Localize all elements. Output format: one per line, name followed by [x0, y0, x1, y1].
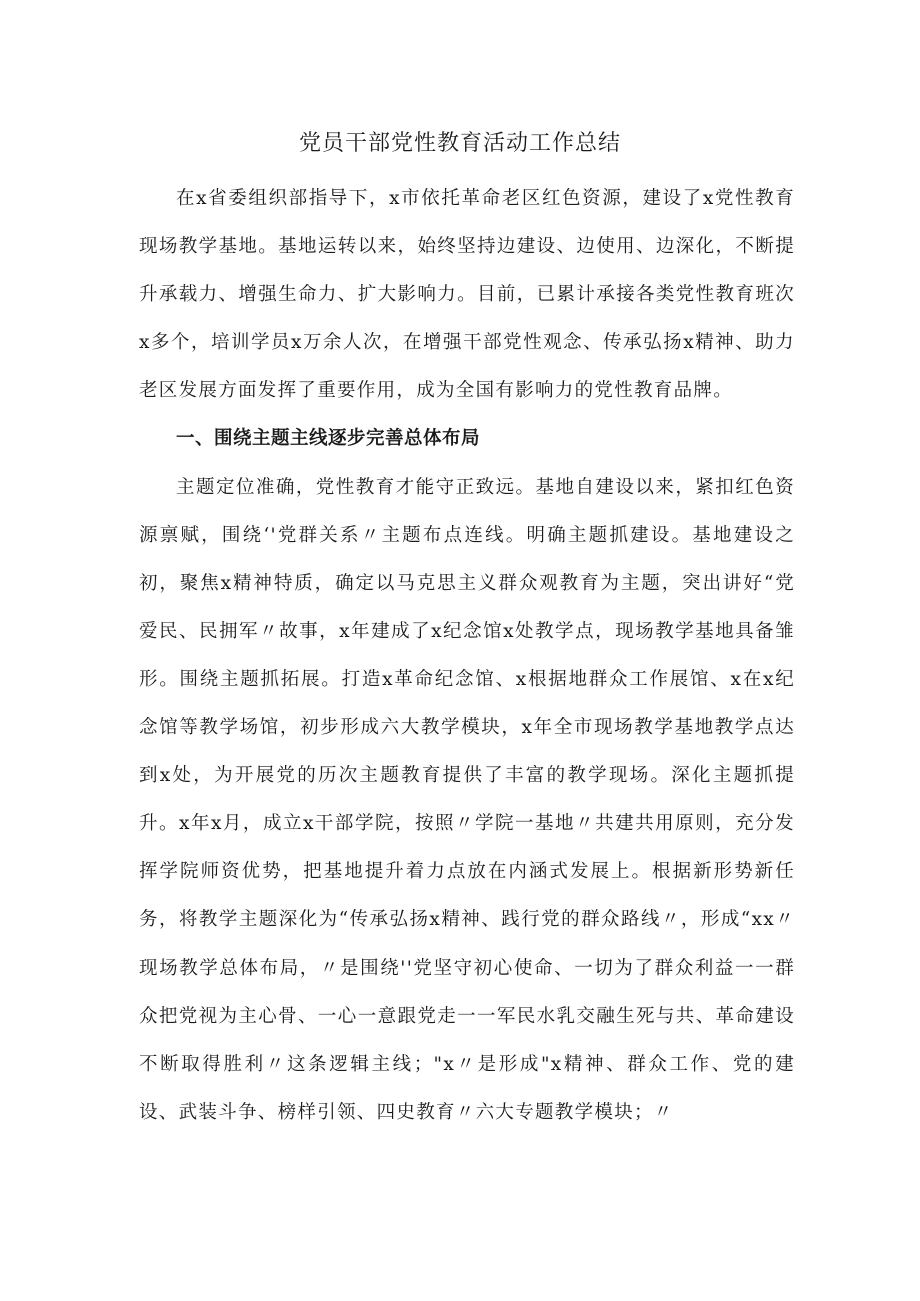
section-paragraph: 主题定位准确，党性教育才能守正致远。基地自建设以来，紧扣红色资源禀赋，围绕‘'党群关系〃主题布点连线。明确主题抓建设。基地建设之初，聚焦x精神特质，确定以马克思主义群众观教育为主题，突出讲好“党爱民、民拥军〃故事，x年建成了x纪念馆x处教学点，现场教学基地具备雏形。围绕主题抓拓展。打造x革命纪念馆、x根据地群众工作展馆、x在x纪念馆等教学场馆，初步形成六大教学模块，x年全市现场教学基地教学点达到x处，为开展党的历次主题教育提供了丰富的教学现场。深化主题抓提升。x年x月，成立x干部学院，按照〃学院一基地〃共建共用原则，充分发挥学院师资优势，把基地提升着力点放在内涵式发展上。根据新形势新任务，将教学主题深化为“传承弘扬x精神、践行党的群众路线〃，形成“xx〃现场教学总体布局，〃是围绕''党坚守初心使命、一切为了群众利益一一群众把党视为主心骨、一心一意跟党走一一军民水乳交融生死与共、革命建设不断取得胜利〃这条逻辑主线；"x〃是形成"x精神、群众工作、党的建设、武装斗争、榜样引领、四史教育〃六大专题教学模块；〃	[139, 476, 795, 1123]
intro-paragraph: 在x省委组织部指导下，x市依托革命老区红色资源，建设了x党性教育现场教学基地。基地运转以来，始终坚持边建设、边使用、边深化，不断提升承载力、增强生命力、扩大影响力。目前，已累计承接各类党性教育班次x多个，培训学员x万余人次，在增强干部党性观念、传承弘扬x精神、助力老区发展方面发挥了重要作用，成为全国有影响力的党性教育品牌。	[139, 188, 795, 402]
document-title: 党员干部党性教育活动工作总结	[298, 131, 621, 156]
section-heading: 一、围绕主题主线逐步完善总体布局	[176, 428, 481, 450]
document-body	[139, 175, 795, 1137]
